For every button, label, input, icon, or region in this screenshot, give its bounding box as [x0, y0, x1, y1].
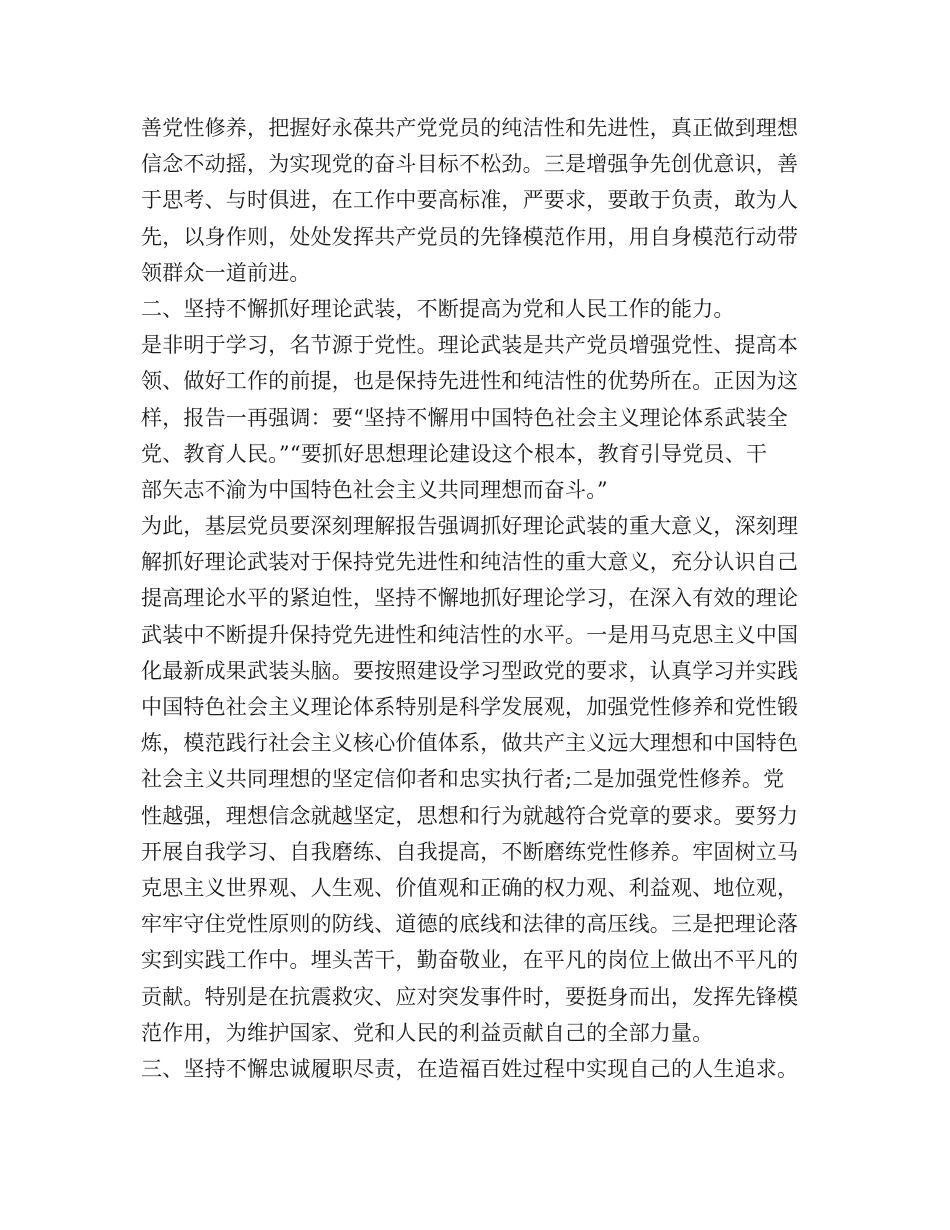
text-line: 中国特色社会主义理论体系特别是科学发展观，加强党性修养和党性锻 [141, 695, 799, 719]
text-line: 部矢志不渝为中国特色社会主义共同理想而奋斗。” [141, 477, 608, 502]
text-line: 解抓好理论武装对于保持党先进性和纯洁性的重大意义，充分认识自己 [141, 550, 799, 575]
document-body [141, 110, 821, 1087]
text-line: 贡献。特别是在抗震救灾、应对突发事件时，要挺身而出，发挥先锋模 [141, 984, 799, 1009]
text-line: 领、做好工作的前提，也是保持先进性和纯洁性的优势所在。正因为这 [141, 369, 799, 394]
text-line: 样，报告一再强调：要“坚持不懈用中国特色社会主义理论体系武装全 [141, 405, 788, 430]
text-line: 化最新成果武装头脑。要按照建设学习型政党的要求，认真学习并实践 [141, 658, 799, 683]
text-line: 是非明于学习，名节源于党性。理论武装是共产党员增强党性、提高本 [141, 333, 799, 358]
text-line: 社会主义共同理想的坚定信仰者和忠实执行者;二是加强党性修养。党 [141, 767, 785, 792]
text-line: 开展自我学习、自我磨练、自我提高，不断磨练党性修养。牢固树立马 [141, 839, 799, 864]
section-heading: 二、坚持不懈抓好理论武装，不断提高为党和人民工作的能力。 [141, 296, 735, 321]
text-line: 先，以身作则，处处发挥共产党员的先锋模范作用，用自身模范行动带 [141, 224, 799, 249]
text-line: 克思主义世界观、人生观、价值观和正确的权力观、利益观、地位观， [141, 875, 799, 900]
text-line: 提高理论水平的紧迫性，坚持不懈地抓好理论学习，在深入有效的理论 [141, 586, 799, 611]
text-line: 信念不动摇，为实现党的奋斗目标不松劲。三是增强争先创优意识，善 [141, 152, 799, 177]
text-line: 于思考、与时俱进，在工作中要高标准，严要求，要敢于负责，敢为人 [141, 188, 799, 213]
text-line: 范作用，为维护国家、党和人民的利益贡献自己的全部力量。 [141, 1020, 714, 1045]
section-heading: 三、坚持不懈忠诚履职尽责，在造福百姓过程中实现自己的人生追求。 [141, 1056, 799, 1081]
text-line: 武装中不断提升保持党先进性和纯洁性的水平。一是用马克思主义中国 [141, 622, 799, 647]
text-line: 领群众一道前进。 [141, 260, 311, 285]
text-line: 牢牢守住党性原则的防线、道德的底线和法律的高压线。三是把理论落 [141, 912, 799, 937]
text-line: 为此，基层党员要深刻理解报告强调抓好理论武装的重大意义，深刻理 [141, 514, 799, 539]
text-line: 党、教育人民。”“要抓好思想理论建设这个根本，教育引导党员、干 [141, 441, 768, 466]
text-line: 实到实践工作中。埋头苦干，勤奋敬业，在平凡的岗位上做出不平凡的 [141, 948, 799, 973]
text-line: 性越强，理想信念就越坚定，思想和行为就越符合党章的要求。要努力 [141, 803, 799, 828]
text-line: 善党性修养，把握好永葆共产党党员的纯洁性和先进性，真正做到理想 [141, 116, 799, 140]
text-line: 炼，模范践行社会主义核心价值体系，做共产主义远大理想和中国特色 [141, 731, 799, 756]
